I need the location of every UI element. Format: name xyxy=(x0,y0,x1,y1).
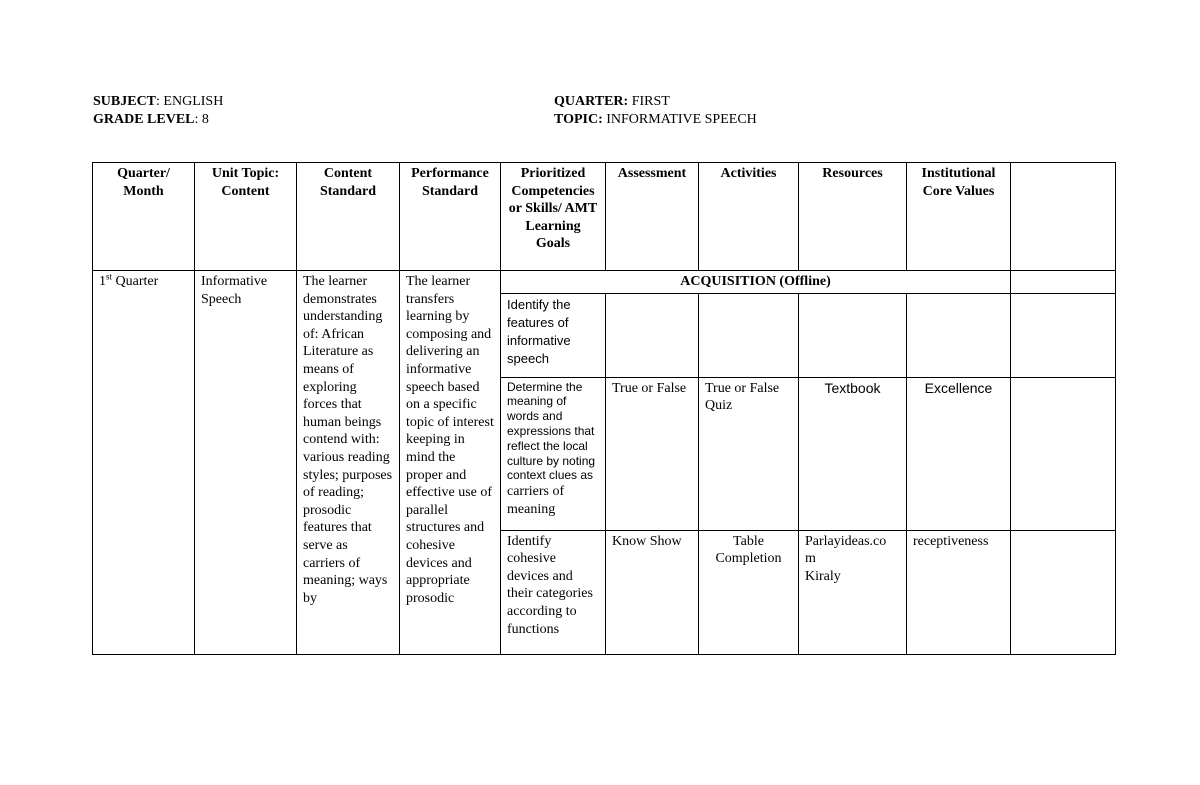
col-performance-standard: Performance Standard xyxy=(400,163,501,271)
col-extra xyxy=(1011,163,1116,271)
acquisition-row xyxy=(93,271,1116,294)
col-quarter-month: Quarter/ Month xyxy=(93,163,195,271)
activities-3: Table Completion xyxy=(699,530,799,654)
topic-label: TOPIC: xyxy=(554,112,603,127)
cell-extra-2 xyxy=(1011,293,1116,377)
cell-unit-topic: Informative Speech xyxy=(195,271,297,655)
resources-3-line1: Parlayideas.co m xyxy=(805,533,887,567)
core-value-1 xyxy=(907,293,1011,377)
resources-3-line2: Kiraly xyxy=(805,568,841,584)
grade-label: GRADE LEVEL xyxy=(93,112,195,127)
quarter-suffix: st xyxy=(106,271,113,282)
header-left xyxy=(93,93,223,129)
quarter-line xyxy=(554,93,757,111)
cell-content-standard: The learner demonstrates understanding of: African Literature as means of exploring forces that human beings contend with: various reading styles; purposes of reading; prosodic features that serve as carriers of meaning; ways by xyxy=(297,271,400,655)
activities-1 xyxy=(699,293,799,377)
resources-1 xyxy=(799,293,907,377)
cell-performance-standard: The learner transfers learning by composing and delivering an informative speech based on a specific topic of interest keeping in mind the proper and effective use of parallel structures and cohesive devices and appropriate prosodic xyxy=(400,271,501,655)
cell-extra-1 xyxy=(1011,271,1116,294)
competency-identify-cohesive: Identify cohesive devices and their categories according to functions xyxy=(501,530,606,654)
subject-value: : ENGLISH xyxy=(156,94,224,109)
subject-label: SUBJECT xyxy=(93,94,157,109)
competency-tail-text: carriers of meaning xyxy=(507,484,565,517)
topic-line xyxy=(554,111,757,129)
col-content-standard: Content Standard xyxy=(297,163,400,271)
assessment-2: True or False xyxy=(606,377,699,530)
core-value-3: receptiveness xyxy=(907,530,1011,654)
col-core-values: Institutional Core Values xyxy=(907,163,1011,271)
assessment-1 xyxy=(606,293,699,377)
lesson-plan-table xyxy=(92,162,1116,655)
col-assessment: Assessment xyxy=(606,163,699,271)
acquisition-label: ACQUISITION (Offline) xyxy=(501,271,1011,294)
subject-line xyxy=(93,93,223,111)
assessment-3: Know Show xyxy=(606,530,699,654)
cell-quarter xyxy=(93,271,195,655)
grade-line xyxy=(93,111,223,129)
core-value-2: Excellence xyxy=(907,377,1011,530)
activities-2: True or False Quiz xyxy=(699,377,799,530)
col-activities: Activities xyxy=(699,163,799,271)
quarter-value: FIRST xyxy=(628,94,670,109)
col-competencies: Prioritized Competencies or Skills/ AMT Learning Goals xyxy=(501,163,606,271)
competency-small-text: Determine the meaning of words and expressions that reflect the local culture by noting context clues as xyxy=(507,379,596,483)
quarter-number: 1 xyxy=(99,274,106,289)
col-unit-topic: Unit Topic: Content xyxy=(195,163,297,271)
grade-value: : 8 xyxy=(194,112,209,127)
resources-3 xyxy=(799,530,907,654)
header-row xyxy=(93,163,1116,271)
cell-extra-3 xyxy=(1011,377,1116,530)
cell-extra-4 xyxy=(1011,530,1116,654)
col-resources: Resources xyxy=(799,163,907,271)
quarter-label: QUARTER: xyxy=(554,94,629,109)
topic-value: INFORMATIVE SPEECH xyxy=(602,112,757,127)
resources-2: Textbook xyxy=(799,377,907,530)
competency-determine-meaning xyxy=(501,377,606,530)
header-right xyxy=(554,93,757,129)
competency-identify-features: Identify the features of informative speech xyxy=(501,293,606,377)
quarter-word: Quarter xyxy=(112,274,159,289)
